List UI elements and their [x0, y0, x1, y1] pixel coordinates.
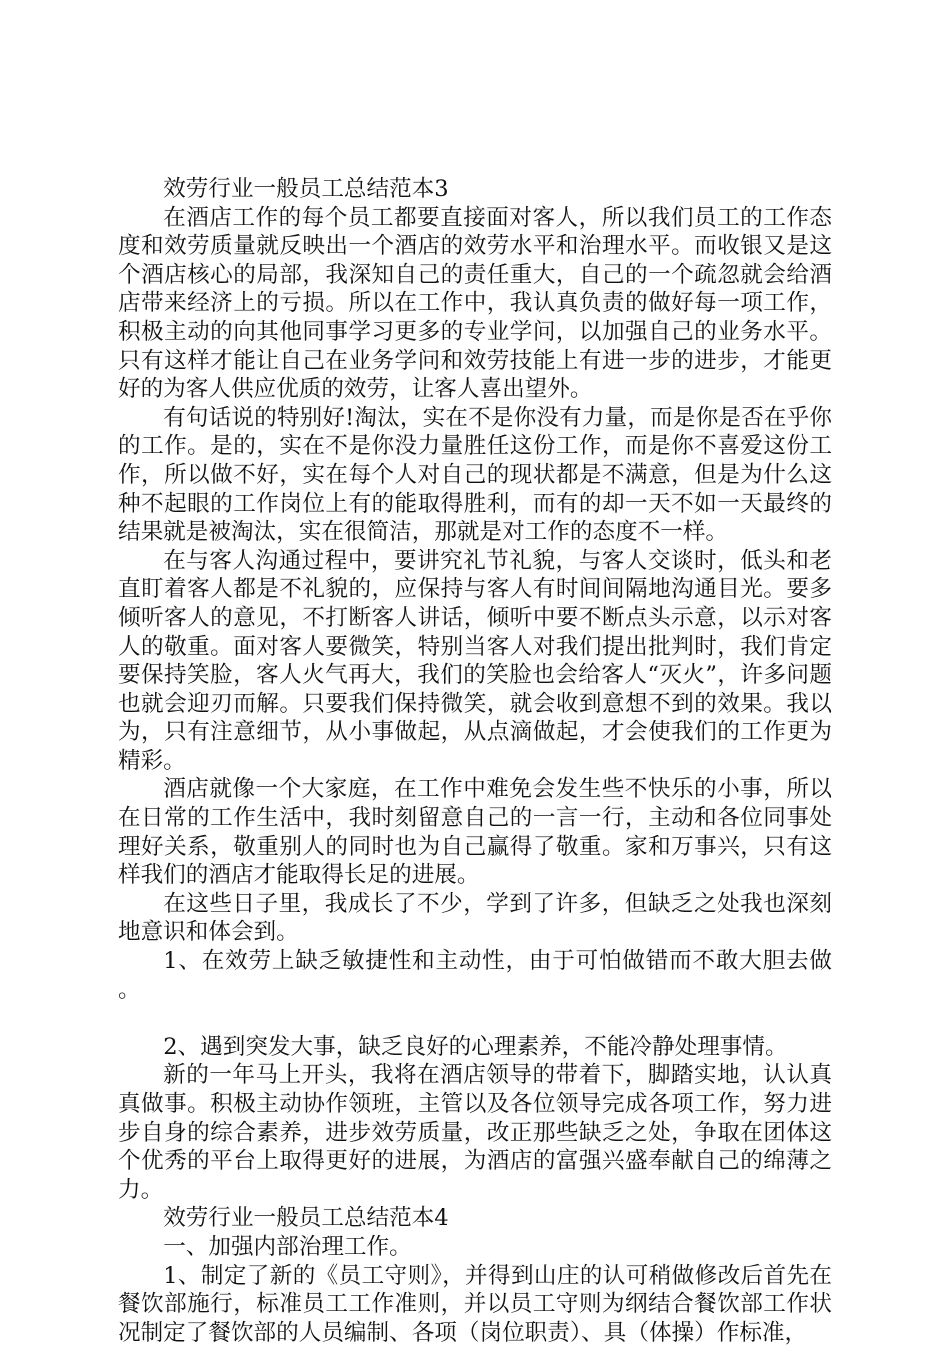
paragraph-growth: 在这些日子里，我成长了不少，学到了许多，但缺乏之处我也深刻地意识和体会到。 [118, 890, 832, 946]
paragraph-staff-rules: 1、制定了新的《员工守则》，并得到山庄的认可稍做修改后首先在餐饮部施行，标准员工工作准则，并以员工守则为纲结合餐饮部工作状况制定了餐饮部的人员编制、各项（岗位职责）、具（体操）作标准， [118, 1262, 832, 1346]
paragraph-communication: 在与客人沟通过程中，要讲究礼节礼貌，与客人交谈时，低头和老直盯着客人都是不礼貌的，应保持与客人有时间间隔地沟通目光。要多倾听客人的意见，不打断客人讲话，倾听中要不断点头示意，以示对客人的敬重。面对客人要微笑，特别当客人对我们提出批判时，我们肯定要保持笑脸，客人火气再大，我们的笑脸也会给客人“灭火”，许多问题也就会迎刃而解。只要我们保持微笑，就会收到意想不到的效果。我以为，只有注意细节，从小事做起，从点滴做起，才会使我们的工作更为精彩。 [118, 547, 832, 774]
paragraph-elimination: 有句话说的特别好!淘汰，实在不是你没有力量，而是你是否在乎你的工作。是的，实在不是你没力量胜任这份工作，而是你不喜爱这份工作，所以做不好，实在每个人对自己的现状都是不满意，但是为什么这种不起眼的工作岗位上有的能取得胜利，而有的却一天不如一天最终的结果就是被淘汰，实在很简洁，那就是对工作的态度不一样。 [118, 404, 832, 546]
paragraph-family: 酒店就像一个大家庭，在工作中难免会发生些不快乐的小事，所以在日常的工作生活中，我时刻留意自己的一言一行，主动和各位同事处理好关系，敬重别人的同时也为自己赢得了敬重。家和万事兴，只有这样我们的酒店才能取得长足的进展。 [118, 776, 832, 889]
document-body [118, 175, 832, 1347]
subheading-internal-management: 一、加强内部治理工作。 [163, 1233, 412, 1260]
paragraph-new-year: 新的一年马上开头，我将在酒店领导的带着下，脚踏实地，认认真真做事。积极主动协作领班，主管以及各位领导完成各项工作，努力进步自身的综合素养，进步效劳质量，改正那些缺乏之处，争取在团体这个优秀的平台上取得更好的进展，为酒店的富强兴盛奉献自己的绵薄之力。 [118, 1062, 832, 1203]
list-item-shortcoming-1: 1、在效劳上缺乏敏捷性和主动性，由于可怕做错而不敢大胆去做。 [118, 948, 832, 1003]
section-heading-3: 效劳行业一般员工总结范本3 [163, 176, 449, 202]
paragraph-attitude: 在酒店工作的每个员工都要直接面对客人，所以我们员工的工作态度和效劳质量就反映出一个酒店的效劳水平和治理水平。而收银又是这个酒店核心的局部，我深知自己的责任重大，自己的一个疏忽就会给酒店带来经济上的亏损。所以在工作中，我认真负责的做好每一项工作，积极主动的向其他同事学习更多的专业学问，以加强自己的业务水平。只有这样才能让自己在业务学问和效劳技能上有进一步的进步，才能更好的为客人供应优质的效劳，让客人喜出望外。 [118, 204, 832, 403]
list-item-shortcoming-2: 2、遇到突发大事，缺乏良好的心理素养，不能冷静处理事情。 [163, 1033, 788, 1060]
section-heading-4: 效劳行业一般员工总结范本4 [163, 1205, 449, 1232]
